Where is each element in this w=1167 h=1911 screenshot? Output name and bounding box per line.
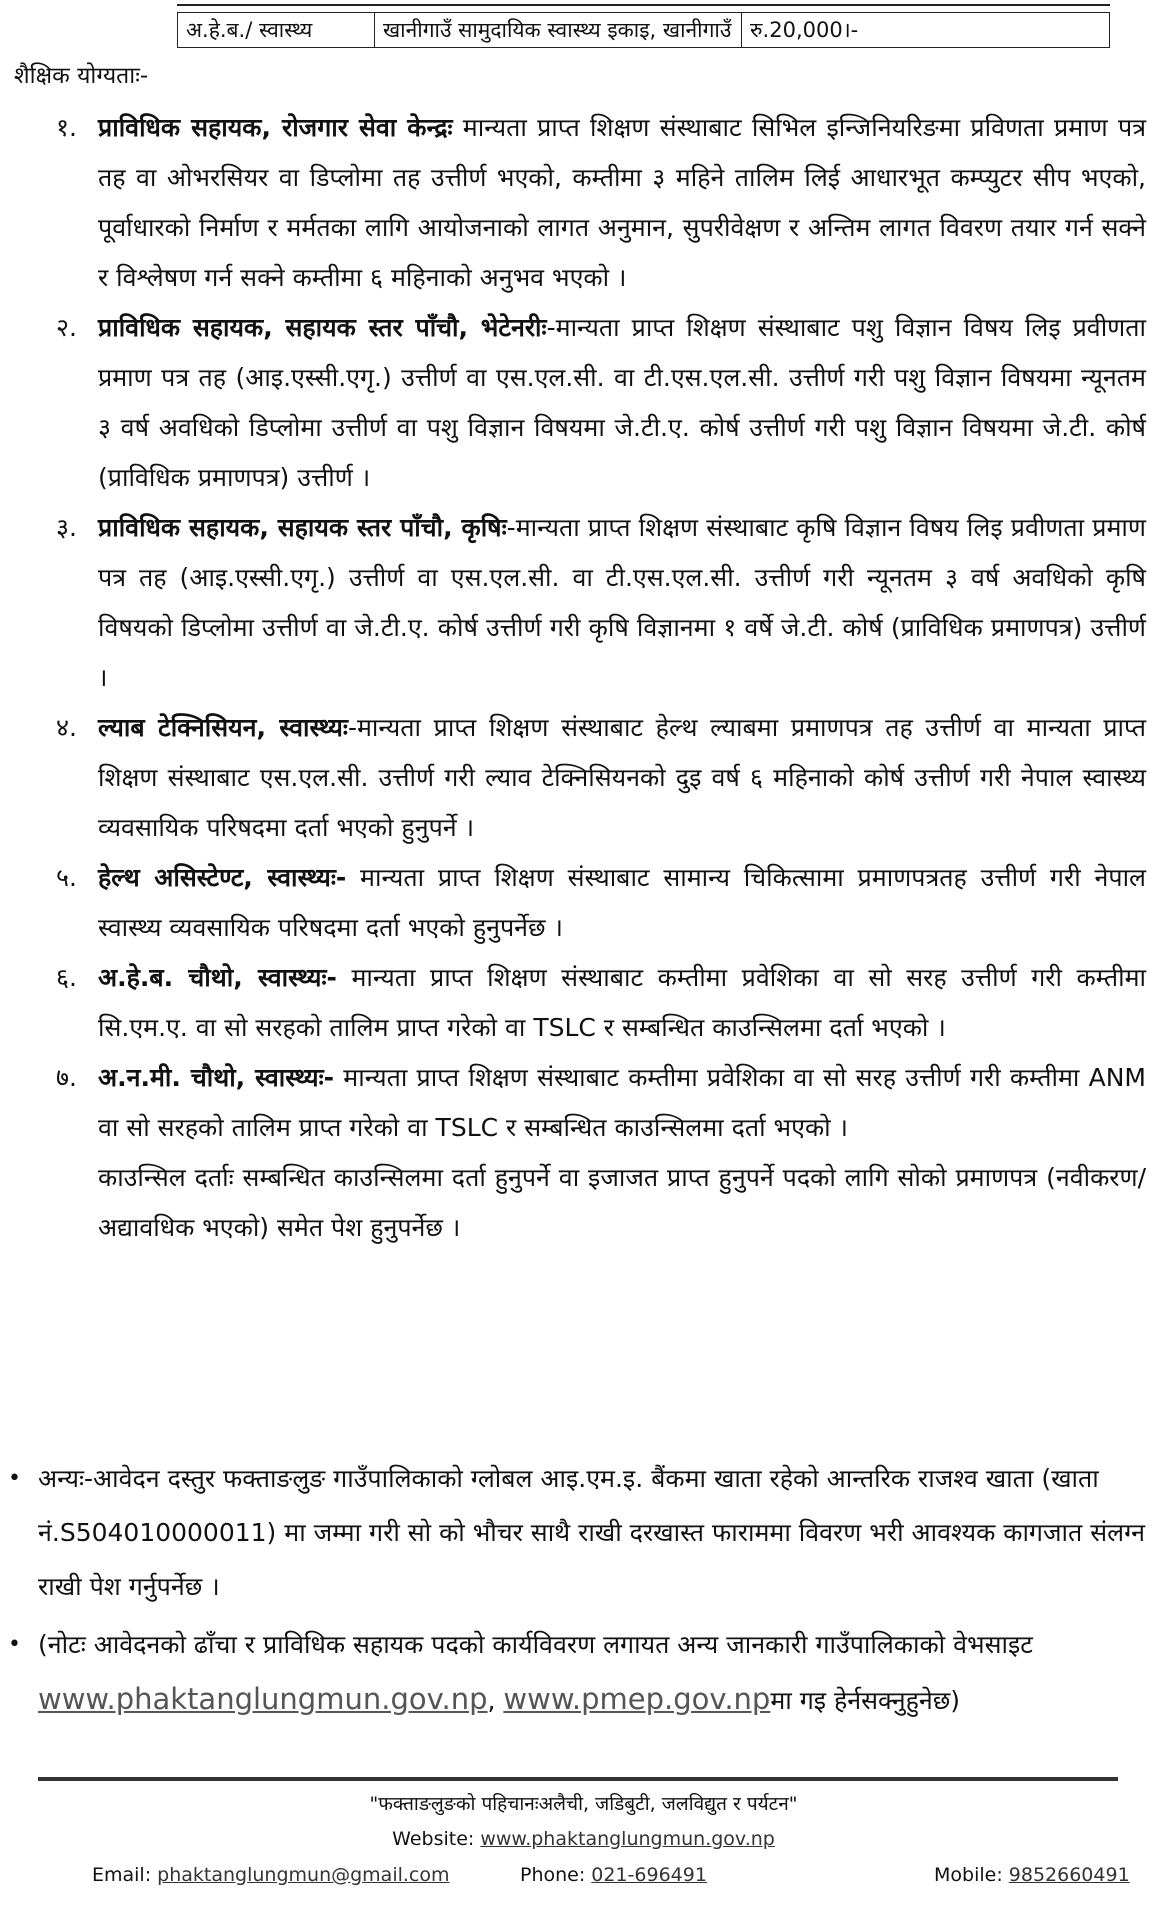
footer-website-link[interactable]: www.phaktanglungmun.gov.np	[480, 1828, 775, 1850]
table-row	[178, 13, 1110, 48]
bullet-note: • (नोटः आवेदनको ढाँचा र प्राविधिक सहायक पदको कार्यविवरण लगायत अन्य जानकारी गाउँपालिकाको वेभसाइट www.phaktanglungmun.gov.np, www.pmep.gov.npमा गइ हेर्नसक्नुहुनेछ)	[8, 1618, 1158, 1728]
list-item: ७. अ.न.मी. चौथो, स्वास्थ्यः- मान्यता प्राप्त शिक्षण संस्थाबाट कम्तीमा प्रवेशिका वा सो सरह उत्तीर्ण गरी कम्तीमा ANM वा सो सरहको तालिम प्राप्त गरेको वा TSLC र सम्बन्धित काउन्सिलमा दर्ता भएको ।	[56, 1063, 1147, 1142]
list-item: ३. प्राविधिक सहायक, सहायक स्तर पाँचौ, कृषिः-मान्यता प्राप्त शिक्षण संस्थाबाट कृषि विज्ञान विषय लिइ प्रवीणता प्रमाण पत्र तह (आइ.एस्सी.एगृ.) उत्तीर्ण वा एस.एल.सी. वा टी.एस.एल.सी. उत्तीर्ण गरी न्यूनतम ३ वर्ष अवधिको कृषि विषयको डिप्लोमा उत्तीर्ण वा जे.टी.ए. कोर्ष उत्तीर्ण गरी कृषि विज्ञानमा १ वर्षे जे.टी. कोर्ष (प्राविधिक प्रमाणपत्र) उत्तीर्ण ।	[56, 513, 1146, 692]
item-title: अ.न.मी. चौथो, स्वास्थ्यः-	[98, 1063, 335, 1092]
email-link[interactable]: phaktanglungmun@gmail.com	[157, 1864, 450, 1886]
list-item: १. प्राविधिक सहायक, रोजगार सेवा केन्द्रः मान्यता प्राप्त शिक्षण संस्थाबाट सिभिल इन्जिनियरिङमा प्रविणता प्रमाण पत्र तह वा ओभरसियर वा डिप्लोमा तह उत्तीर्ण भएको, कम्तीमा ३ महिने तालिम लिई आधारभूत कम्प्युटर सीप भएको, पूर्वाधारको निर्माण र मर्मतका लागि आयोजनाको लागत अनुमान, सुपरीवेक्षण र अन्तिम लागत विवरण तयार गर्न सक्ने र विश्लेषण गर्न सक्ने कम्तीमा ६ महिनाको अनुभव भएको ।	[56, 113, 1146, 292]
post-cell: अ.हे.ब./ स्वास्थ्य	[178, 13, 375, 48]
item-body: मान्यता प्राप्त शिक्षण संस्थाबाट सिभिल इन्जिनियरिङमा प्रविणता प्रमाण पत्र तह वा ओभरसियर वा डिप्लोमा तह उत्तीर्ण भएको, कम्तीमा ३ महिने तालिम लिई आधारभूत कम्प्युटर सीप भएको, पूर्वाधारको निर्माण र मर्मतका लागि आयोजनाको लागत अनुमान, सुपरीवेक्षण र अन्तिम लागत विवरण तयार गर्न सक्ने र विश्लेषण गर्न सक्ने कम्तीमा ६ महिनाको अनुभव भएको ।	[98, 113, 1146, 292]
qualification-list	[56, 103, 1146, 1253]
vacancy-table-row	[177, 12, 1110, 48]
list-item: ४. ल्याब टेक्निसियन, स्वास्थ्यः-मान्यता प्राप्त शिक्षण संस्थाबाट हेल्थ ल्याबमा प्रमाणपत्र तह उत्तीर्ण वा मान्यता प्राप्त शिक्षण संस्थाबाट एस.एल.सी. उत्तीर्ण गरी ल्याव टेक्निसियनको दुइ वर्ष ६ महिनाको कोर्ष उत्तीर्ण गरी नेपाल स्वास्थ्य व्यवसायिक परिषदमा दर्ता भएको हुनुपर्ने ।	[56, 713, 1146, 842]
bullet-icon: •	[8, 1632, 21, 1657]
bullet-icon: •	[8, 1466, 21, 1491]
footer-slogan: "फक्ताङलुङको पहिचानःअलैची, जडिबुटी, जलविद्युत र पर्यटन"	[369, 1793, 798, 1815]
item-body: -मान्यता प्राप्त शिक्षण संस्थाबाट कृषि विज्ञान विषय लिइ प्रवीणता प्रमाण पत्र तह (आइ.एस्सी.एगृ.) उत्तीर्ण वा एस.एल.सी. वा टी.एस.एल.सी. उत्तीर्ण गरी न्यूनतम ३ वर्ष अवधिको कृषि विषयको डिप्लोमा उत्तीर्ण वा जे.टी.ए. कोर्ष उत्तीर्ण गरी कृषि विज्ञानमा १ वर्षे जे.टी. कोर्ष (प्राविधिक प्रमाणपत्र) उत्तीर्ण ।	[98, 513, 1146, 692]
bullet-other: • अन्यः-आवेदन दस्तुर फक्ताङलुङ गाउँपालिकाको ग्लोबल आइ.एम.इ. बैंकमा खाता रहेको आन्तरिक राजश्व खाता (खाता नं.S504010000011) मा जम्मा गरी सो को भौचर साथै राखी दरखास्त फाराममा विवरण भरी आवश्यक कागजात संलग्न राखी पेश गर्नुपर्नेछ ।	[8, 1452, 1158, 1614]
item-title: प्राविधिक सहायक, रोजगार सेवा केन्द्रः	[98, 113, 453, 142]
footer-email: Email: phaktanglungmun@gmail.com	[92, 1864, 450, 1886]
item-body: मान्यता प्राप्त शिक्षण संस्थाबाट सामान्य चिकित्सामा प्रमाणपत्रतह उत्तीर्ण गरी नेपाल स्वास्थ्य व्यवसायिक परिषदमा दर्ता भएको हुनुपर्नेछ ।	[98, 863, 1147, 942]
phone-link[interactable]: 021-696491	[591, 1864, 707, 1886]
top-rule	[177, 4, 1110, 6]
footer-mobile: Mobile: 9852660491	[934, 1864, 1130, 1886]
item-body: मान्यता प्राप्त शिक्षण संस्थाबाट कम्तीमा प्रवेशिका वा सो सरह उत्तीर्ण गरी कम्तीमा ANM वा सो सरहको तालिम प्राप्त गरेको वा TSLC र सम्बन्धित काउन्सिलमा दर्ता भएको ।	[98, 1063, 1147, 1142]
website-link[interactable]: www.phaktanglungmun.gov.np	[38, 1682, 488, 1716]
item-title: अ.हे.ब. चौथो, स्वास्थ्यः-	[98, 963, 337, 992]
list-item: ५. हेल्थ असिस्टेण्ट, स्वास्थ्यः- मान्यता प्राप्त शिक्षण संस्थाबाट सामान्य चिकित्सामा प्रमाणपत्रतह उत्तीर्ण गरी नेपाल स्वास्थ्य व्यवसायिक परिषदमा दर्ता भएको हुनुपर्नेछ ।	[56, 863, 1147, 942]
item-body: -मान्यता प्राप्त शिक्षण संस्थाबाट पशु विज्ञान विषय लिइ प्रवीणता प्रमाण पत्र तह (आइ.एस्सी.एगृ.) उत्तीर्ण वा एस.एल.सी. वा टी.एस.एल.सी. उत्तीर्ण गरी पशु विज्ञान विषयमा न्यूनतम ३ वर्ष अवधिको डिप्लोमा उत्तीर्ण वा पशु विज्ञान विषयमा जे.टी.ए. कोर्ष उत्तीर्ण गरी पशु विज्ञान विषयमा जे.टी. कोर्ष (प्राविधिक प्रमाणपत्र) उत्तीर्ण ।	[98, 313, 1146, 492]
office-cell: खानीगाउँ सामुदायिक स्वास्थ्य इकाइ, खानीगाउँ	[375, 13, 742, 48]
item-body: मान्यता प्राप्त शिक्षण संस्थाबाट कम्तीमा प्रवेशिका वा सो सरह उत्तीर्ण गरी कम्तीमा सि.एम.ए. वा सो सरहको तालिम प्राप्त गरेको वा TSLC र सम्बन्धित काउन्सिलमा दर्ता भएको ।	[98, 963, 1147, 1042]
salary-cell: रु.20,000।-	[742, 13, 1110, 48]
list-item: ६. अ.हे.ब. चौथो, स्वास्थ्यः- मान्यता प्राप्त शिक्षण संस्थाबाट कम्तीमा प्रवेशिका वा सो सरह उत्तीर्ण गरी कम्तीमा सि.एम.ए. वा सो सरहको तालिम प्राप्त गरेको वा TSLC र सम्बन्धित काउन्सिलमा दर्ता भएको ।	[56, 963, 1147, 1042]
list-item: २. प्राविधिक सहायक, सहायक स्तर पाँचौ, भेटेनरीः-मान्यता प्राप्त शिक्षण संस्थाबाट पशु विज्ञान विषय लिइ प्रवीणता प्रमाण पत्र तह (आइ.एस्सी.एगृ.) उत्तीर्ण वा एस.एल.सी. वा टी.एस.एल.सी. उत्तीर्ण गरी पशु विज्ञान विषयमा न्यूनतम ३ वर्ष अवधिको डिप्लोमा उत्तीर्ण वा पशु विज्ञान विषयमा जे.टी.ए. कोर्ष उत्तीर्ण गरी पशु विज्ञान विषयमा जे.टी. कोर्ष (प्राविधिक प्रमाणपत्र) उत्तीर्ण ।	[56, 313, 1146, 492]
item-title: हेल्थ असिस्टेण्ट, स्वास्थ्यः-	[98, 863, 347, 892]
pmep-link[interactable]: www.pmep.gov.np	[503, 1682, 771, 1716]
council-note: काउन्सिल दर्ताः सम्बन्धित काउन्सिलमा दर्ता हुनुपर्ने वा इजाजत प्राप्त हुनुपर्ने पदको लागि सोको प्रमाणपत्र (नवीकरण/ अद्यावधिक भएको) समेत पेश हुनुपर्नेछ ।	[98, 1163, 1146, 1242]
footer-phone: Phone: 021-696491	[520, 1864, 707, 1886]
item-title: प्राविधिक सहायक, सहायक स्तर पाँचौ, भेटेनरीः	[98, 313, 547, 342]
footer-website: Website: www.phaktanglungmun.gov.np	[392, 1828, 775, 1850]
section-heading: शैक्षिक योग्यताः-	[14, 63, 149, 89]
footer-rule	[38, 1777, 1118, 1781]
item-title: प्राविधिक सहायक, सहायक स्तर पाँचौ, कृषिः	[98, 513, 507, 542]
item-body: -मान्यता प्राप्त शिक्षण संस्थाबाट हेल्थ ल्याबमा प्रमाणपत्र तह उत्तीर्ण वा मान्यता प्राप्त शिक्षण संस्थाबाट एस.एल.सी. उत्तीर्ण गरी ल्याव टेक्निसियनको दुइ वर्ष ६ महिनाको कोर्ष उत्तीर्ण गरी नेपाल स्वास्थ्य व्यवसायिक परिषदमा दर्ता भएको हुनुपर्ने ।	[98, 713, 1146, 842]
mobile-link[interactable]: 9852660491	[1008, 1864, 1130, 1886]
bullet-list	[8, 1452, 1158, 1732]
item-title: ल्याब टेक्निसियन, स्वास्थ्यः	[98, 713, 348, 742]
